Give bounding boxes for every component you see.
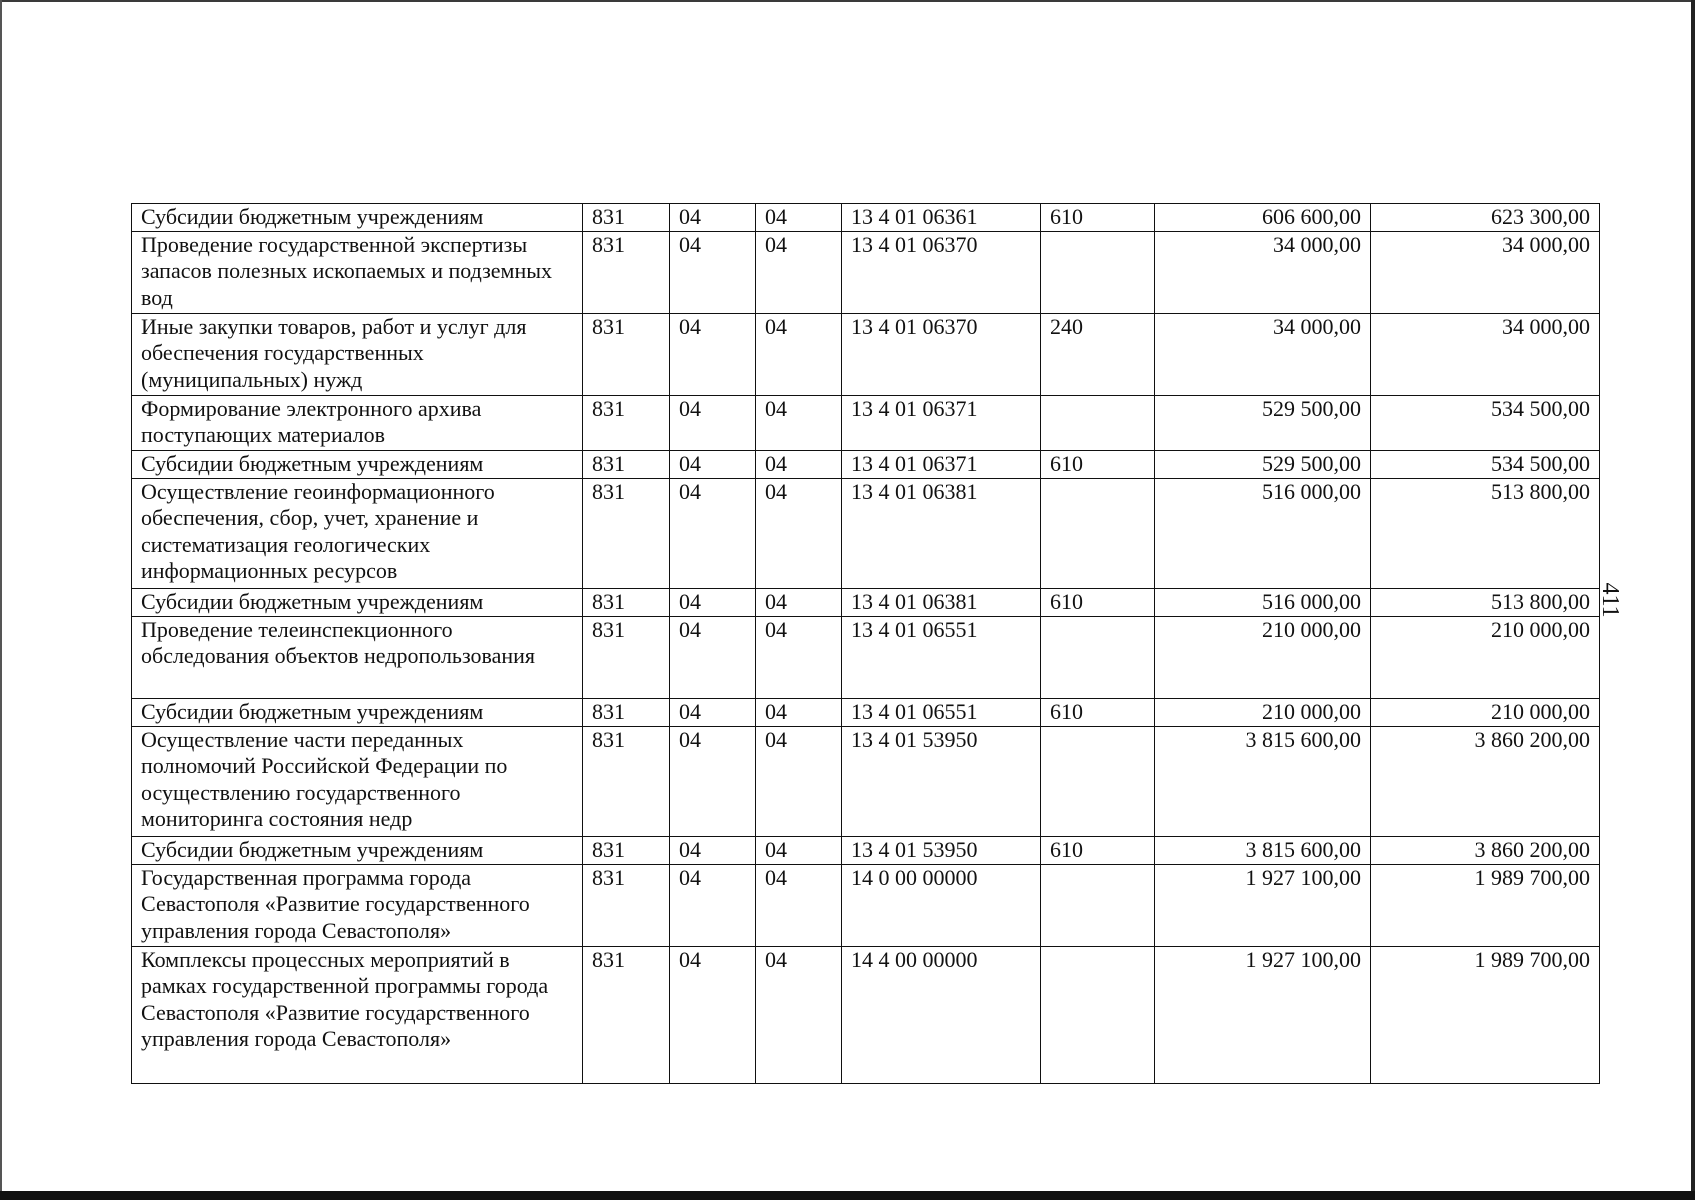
row-expense-type: 610: [1041, 698, 1155, 726]
table-row: [132, 864, 1600, 946]
row-section: 04: [670, 478, 756, 588]
row-name: Субсидии бюджетным учреждениям: [132, 698, 583, 726]
row-sum-year-1: 3 815 600,00: [1155, 836, 1371, 864]
row-grbs: 831: [583, 616, 670, 698]
row-sum-year-2: 34 000,00: [1371, 231, 1600, 313]
row-sum-year-1: 1 927 100,00: [1155, 946, 1371, 1083]
row-target-article: 13 4 01 06551: [842, 698, 1041, 726]
row-sum-year-1: 210 000,00: [1155, 616, 1371, 698]
row-name: Формирование электронного архива поступающих материалов: [132, 395, 583, 450]
row-sum-year-2: 513 800,00: [1371, 588, 1600, 616]
table-row: [132, 698, 1600, 726]
row-expense-type: 610: [1041, 450, 1155, 478]
row-target-article: 13 4 01 06371: [842, 395, 1041, 450]
row-grbs: 831: [583, 395, 670, 450]
row-section: 04: [670, 946, 756, 1083]
row-sum-year-1: 34 000,00: [1155, 231, 1371, 313]
table-row: [132, 946, 1600, 1083]
scan-edge-left: [0, 0, 2, 1200]
row-expense-type: [1041, 478, 1155, 588]
row-name: Субсидии бюджетным учреждениям: [132, 588, 583, 616]
row-section: 04: [670, 616, 756, 698]
row-target-article: 13 4 01 53950: [842, 836, 1041, 864]
row-grbs: 831: [583, 478, 670, 588]
row-expense-type: [1041, 726, 1155, 836]
row-grbs: 831: [583, 204, 670, 232]
row-section: 04: [670, 313, 756, 395]
row-expense-type: [1041, 395, 1155, 450]
row-name: Проведение телеинспекционного обследования объектов недропользования: [132, 616, 583, 698]
row-sum-year-2: 534 500,00: [1371, 395, 1600, 450]
row-sum-year-2: 34 000,00: [1371, 313, 1600, 395]
row-name: Комплексы процессных мероприятий в рамках государственной программы города Севастополя «Развитие государственного управления города Севастополя»: [132, 946, 583, 1083]
row-section: 04: [670, 836, 756, 864]
row-target-article: 13 4 01 06381: [842, 588, 1041, 616]
row-sum-year-1: 606 600,00: [1155, 204, 1371, 232]
row-subsection: 04: [756, 478, 842, 588]
row-target-article: 13 4 01 06370: [842, 313, 1041, 395]
row-grbs: 831: [583, 313, 670, 395]
row-grbs: 831: [583, 946, 670, 1083]
row-grbs: 831: [583, 698, 670, 726]
row-subsection: 04: [756, 231, 842, 313]
table-row: [132, 478, 1600, 588]
row-expense-type: 610: [1041, 836, 1155, 864]
scan-edge-right: [1691, 0, 1695, 1200]
row-sum-year-2: 1 989 700,00: [1371, 864, 1600, 946]
row-subsection: 04: [756, 616, 842, 698]
row-sum-year-1: 529 500,00: [1155, 450, 1371, 478]
row-section: 04: [670, 204, 756, 232]
page-number: 411: [1597, 582, 1623, 618]
row-name: Субсидии бюджетным учреждениям: [132, 450, 583, 478]
row-name: Субсидии бюджетным учреждениям: [132, 204, 583, 232]
row-grbs: 831: [583, 864, 670, 946]
scan-edge-bottom: [0, 1191, 1695, 1200]
row-expense-type: 610: [1041, 588, 1155, 616]
row-name: Иные закупки товаров, работ и услуг для обеспечения государственных (муниципальных) нужд: [132, 313, 583, 395]
row-target-article: 13 4 01 06371: [842, 450, 1041, 478]
row-subsection: 04: [756, 313, 842, 395]
row-subsection: 04: [756, 864, 842, 946]
row-target-article: 13 4 01 53950: [842, 726, 1041, 836]
table-row: [132, 616, 1600, 698]
row-target-article: 14 0 00 00000: [842, 864, 1041, 946]
row-sum-year-1: 529 500,00: [1155, 395, 1371, 450]
table-row: [132, 395, 1600, 450]
row-sum-year-1: 34 000,00: [1155, 313, 1371, 395]
row-sum-year-2: 534 500,00: [1371, 450, 1600, 478]
row-subsection: 04: [756, 450, 842, 478]
scan-edge-top: [0, 0, 1695, 2]
row-name: Государственная программа города Севастополя «Развитие государственного управления города Севастополя»: [132, 864, 583, 946]
row-subsection: 04: [756, 204, 842, 232]
row-target-article: 14 4 00 00000: [842, 946, 1041, 1083]
budget-table-body: [132, 204, 1600, 1084]
row-sum-year-2: 3 860 200,00: [1371, 836, 1600, 864]
row-target-article: 13 4 01 06361: [842, 204, 1041, 232]
row-grbs: 831: [583, 836, 670, 864]
row-section: 04: [670, 698, 756, 726]
row-grbs: 831: [583, 588, 670, 616]
row-name: Осуществление геоинформационного обеспечения, сбор, учет, хранение и систематизация геологических информационных ресурсов: [132, 478, 583, 588]
row-section: 04: [670, 726, 756, 836]
row-expense-type: [1041, 864, 1155, 946]
row-sum-year-1: 516 000,00: [1155, 588, 1371, 616]
row-expense-type: 610: [1041, 204, 1155, 232]
table-row: [132, 204, 1600, 232]
row-sum-year-2: 623 300,00: [1371, 204, 1600, 232]
row-sum-year-2: 3 860 200,00: [1371, 726, 1600, 836]
row-target-article: 13 4 01 06381: [842, 478, 1041, 588]
table-row: [132, 836, 1600, 864]
row-name: Проведение государственной экспертизы запасов полезных ископаемых и подземных вод: [132, 231, 583, 313]
row-sum-year-2: 210 000,00: [1371, 698, 1600, 726]
row-target-article: 13 4 01 06551: [842, 616, 1041, 698]
row-sum-year-2: 513 800,00: [1371, 478, 1600, 588]
row-subsection: 04: [756, 588, 842, 616]
row-sum-year-2: 210 000,00: [1371, 616, 1600, 698]
row-grbs: 831: [583, 231, 670, 313]
row-expense-type: [1041, 231, 1155, 313]
row-sum-year-1: 3 815 600,00: [1155, 726, 1371, 836]
row-section: 04: [670, 231, 756, 313]
row-sum-year-1: 516 000,00: [1155, 478, 1371, 588]
row-sum-year-2: 1 989 700,00: [1371, 946, 1600, 1083]
row-subsection: 04: [756, 726, 842, 836]
row-section: 04: [670, 395, 756, 450]
row-section: 04: [670, 588, 756, 616]
row-section: 04: [670, 450, 756, 478]
table-row: [132, 231, 1600, 313]
row-grbs: 831: [583, 450, 670, 478]
row-expense-type: [1041, 616, 1155, 698]
row-expense-type: [1041, 946, 1155, 1083]
row-sum-year-1: 1 927 100,00: [1155, 864, 1371, 946]
row-name: Осуществление части переданных полномочий Российской Федерации по осуществлению государственного мониторинга состояния недр: [132, 726, 583, 836]
row-subsection: 04: [756, 836, 842, 864]
row-subsection: 04: [756, 395, 842, 450]
row-grbs: 831: [583, 726, 670, 836]
row-sum-year-1: 210 000,00: [1155, 698, 1371, 726]
table-row: [132, 588, 1600, 616]
row-section: 04: [670, 864, 756, 946]
row-expense-type: 240: [1041, 313, 1155, 395]
table-row: [132, 450, 1600, 478]
row-name: Субсидии бюджетным учреждениям: [132, 836, 583, 864]
table-row: [132, 313, 1600, 395]
row-target-article: 13 4 01 06370: [842, 231, 1041, 313]
table-row: [132, 726, 1600, 836]
budget-table: [131, 203, 1600, 1084]
row-subsection: 04: [756, 698, 842, 726]
row-subsection: 04: [756, 946, 842, 1083]
